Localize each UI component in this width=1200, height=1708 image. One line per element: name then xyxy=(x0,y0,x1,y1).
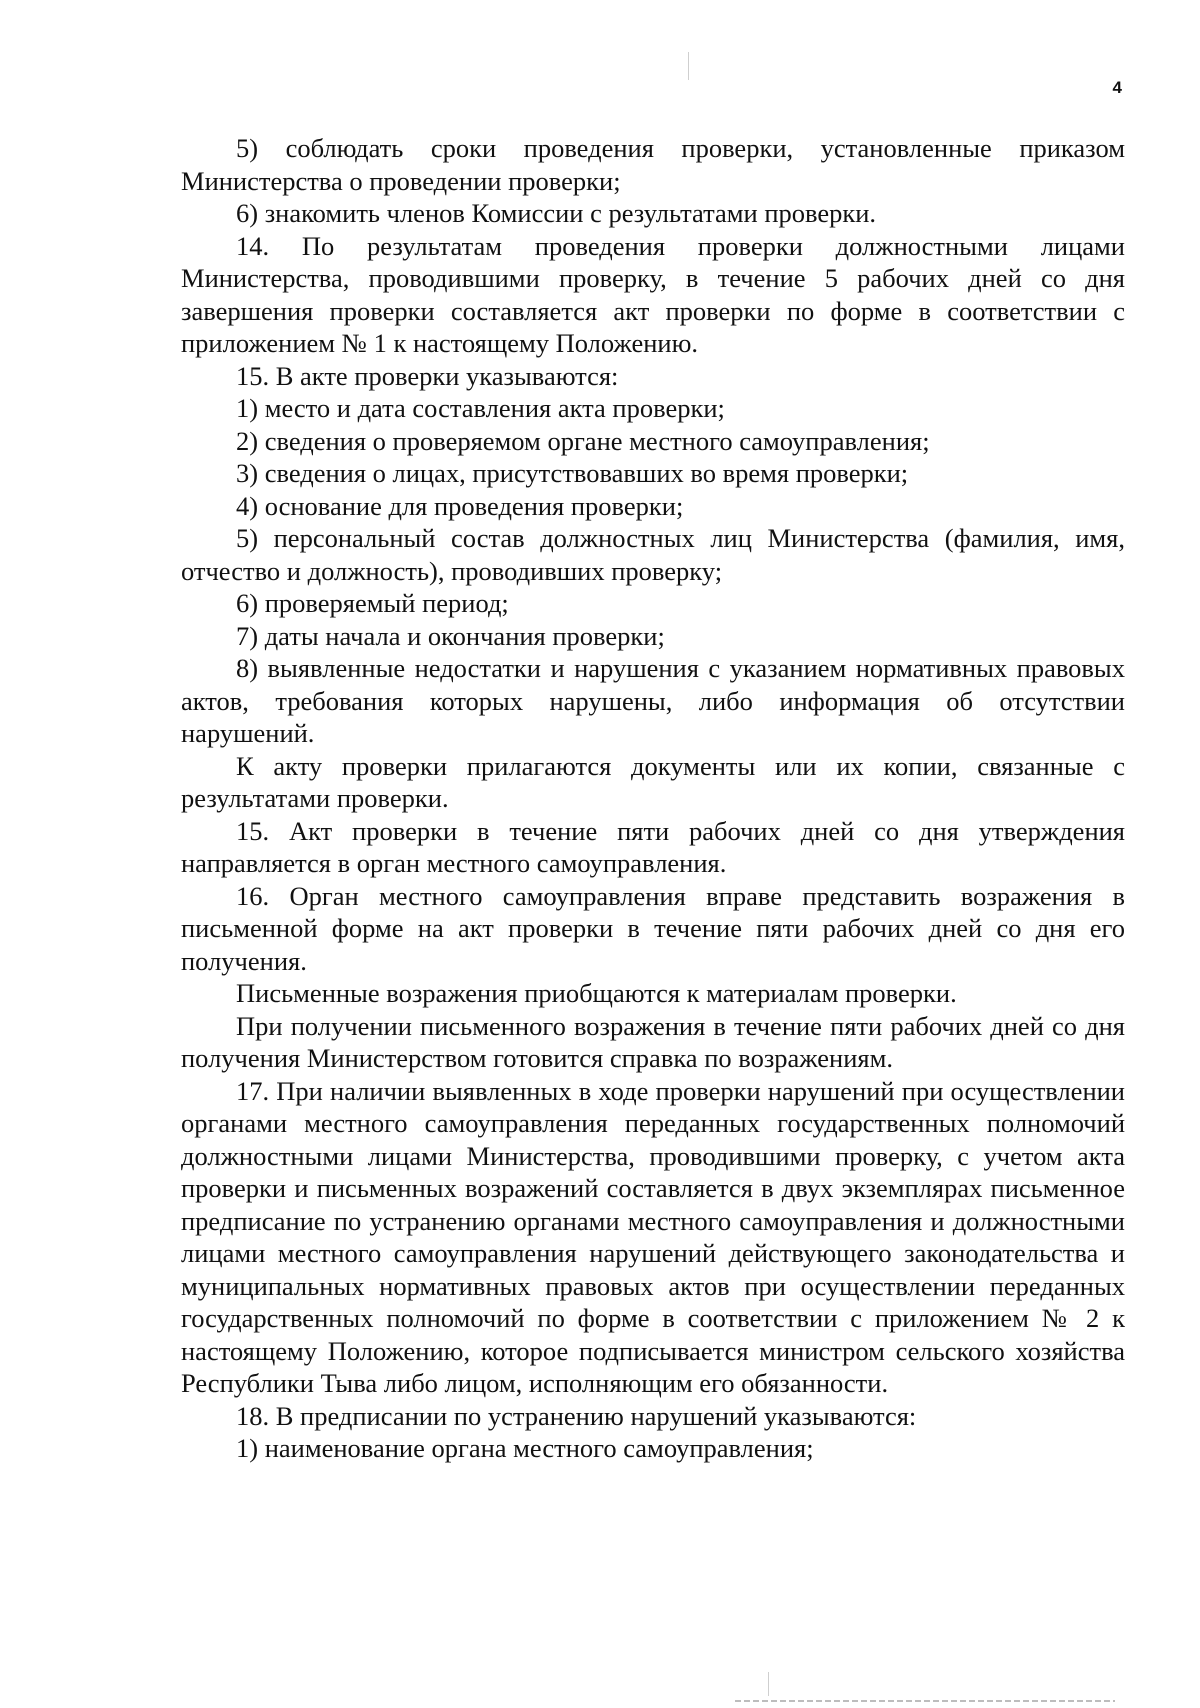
scan-artifact-top xyxy=(688,52,689,80)
list-item-period: 6) проверяемый период; xyxy=(236,588,509,618)
paragraph-14-inspection-act: 14. По результатам проведения проверки должностными лицами Министерства, проводившими проверку, в течение 5 рабочих дней со дня завершения проверки составляется акт проверки по форме в соответствии с приложением № 1 к настоящему Положению. xyxy=(181,230,1125,358)
paragraph-attachments: К акту проверки прилагаются документы или их копии, связанные с результатами проверки. xyxy=(181,750,1125,813)
paragraph-15-act-contents: 15. В акте проверки указываются: xyxy=(236,360,619,391)
list-item-attendees: 3) сведения о лицах, присутствовавших во время проверки; xyxy=(236,458,909,488)
paragraph-objections-attached: Письменные возражения приобщаются к материалам проверки. xyxy=(236,978,957,1008)
list-item-authority-name: 1) наименование органа местного самоуправления; xyxy=(236,1433,814,1463)
scan-artifact-bottom xyxy=(768,1672,769,1696)
paragraph-17-prescription: 17. При наличии выявленных в ходе проверки нарушений при осуществлении органами местного самоуправления переданных государственных полномочий должностными лицами Министерства, проводившими проверку, с учетом акта проверки и письменных возражений составляется в двух экземплярах письменное предписание по устранению органами местного самоуправления и должностными лицами местного самоуправления нарушений действующего законодательства и муниципальных нормативных правовых актов при осуществлении переданных государственных полномочий по форме в соответствии с приложением № 2 к настоящему Положению, которое подписывается министром сельского хозяйства Республики Тыва либо лицом, исполняющим его обязанности. xyxy=(181,1075,1125,1398)
list-item-dates: 7) даты начала и окончания проверки; xyxy=(236,620,665,651)
list-item-local-authority-info: 2) сведения о проверяемом органе местного самоуправления; xyxy=(236,425,930,456)
scan-artifact-line xyxy=(735,1700,1115,1702)
list-item-staff: 5) персональный состав должностных лиц Министерства (фамилия, имя, отчество и должность), проводивших проверку; xyxy=(181,523,1125,586)
list-item-place-date: 1) место и дата составления акта проверки; xyxy=(236,393,725,423)
paragraph-objections-reference: При получении письменного возражения в течение пяти рабочих дней со дня получения Министерством готовится справка по возражениям. xyxy=(181,1010,1125,1073)
list-item-violations: 8) выявленные недостатки и нарушения с указанием нормативных правовых актов, требования которых нарушены, либо информация об отсутствии нарушений. xyxy=(181,653,1125,748)
paragraph-15-act-delivery: 15. Акт проверки в течение пяти рабочих дней со дня утверждения направляется в орган местного самоуправления. xyxy=(181,815,1125,878)
paragraph-item-6-commission: 6) знакомить членов Комиссии с результатами проверки. xyxy=(236,198,877,228)
page-number: 4 xyxy=(1112,78,1122,97)
document-body xyxy=(181,132,1125,1465)
paragraph-item-5-deadlines: 5) соблюдать сроки проведения проверки, установленные приказом Министерства о проведении проверки; xyxy=(181,133,1125,196)
paragraph-16-objections: 16. Орган местного самоуправления вправе представить возражения в письменной форме на акт проверки в течение пяти рабочих дней со дня его получения. xyxy=(181,880,1125,976)
list-item-grounds: 4) основание для проведения проверки; xyxy=(236,490,684,521)
paragraph-18-prescription-contents: 18. В предписании по устранению нарушений указываются: xyxy=(236,1400,917,1431)
